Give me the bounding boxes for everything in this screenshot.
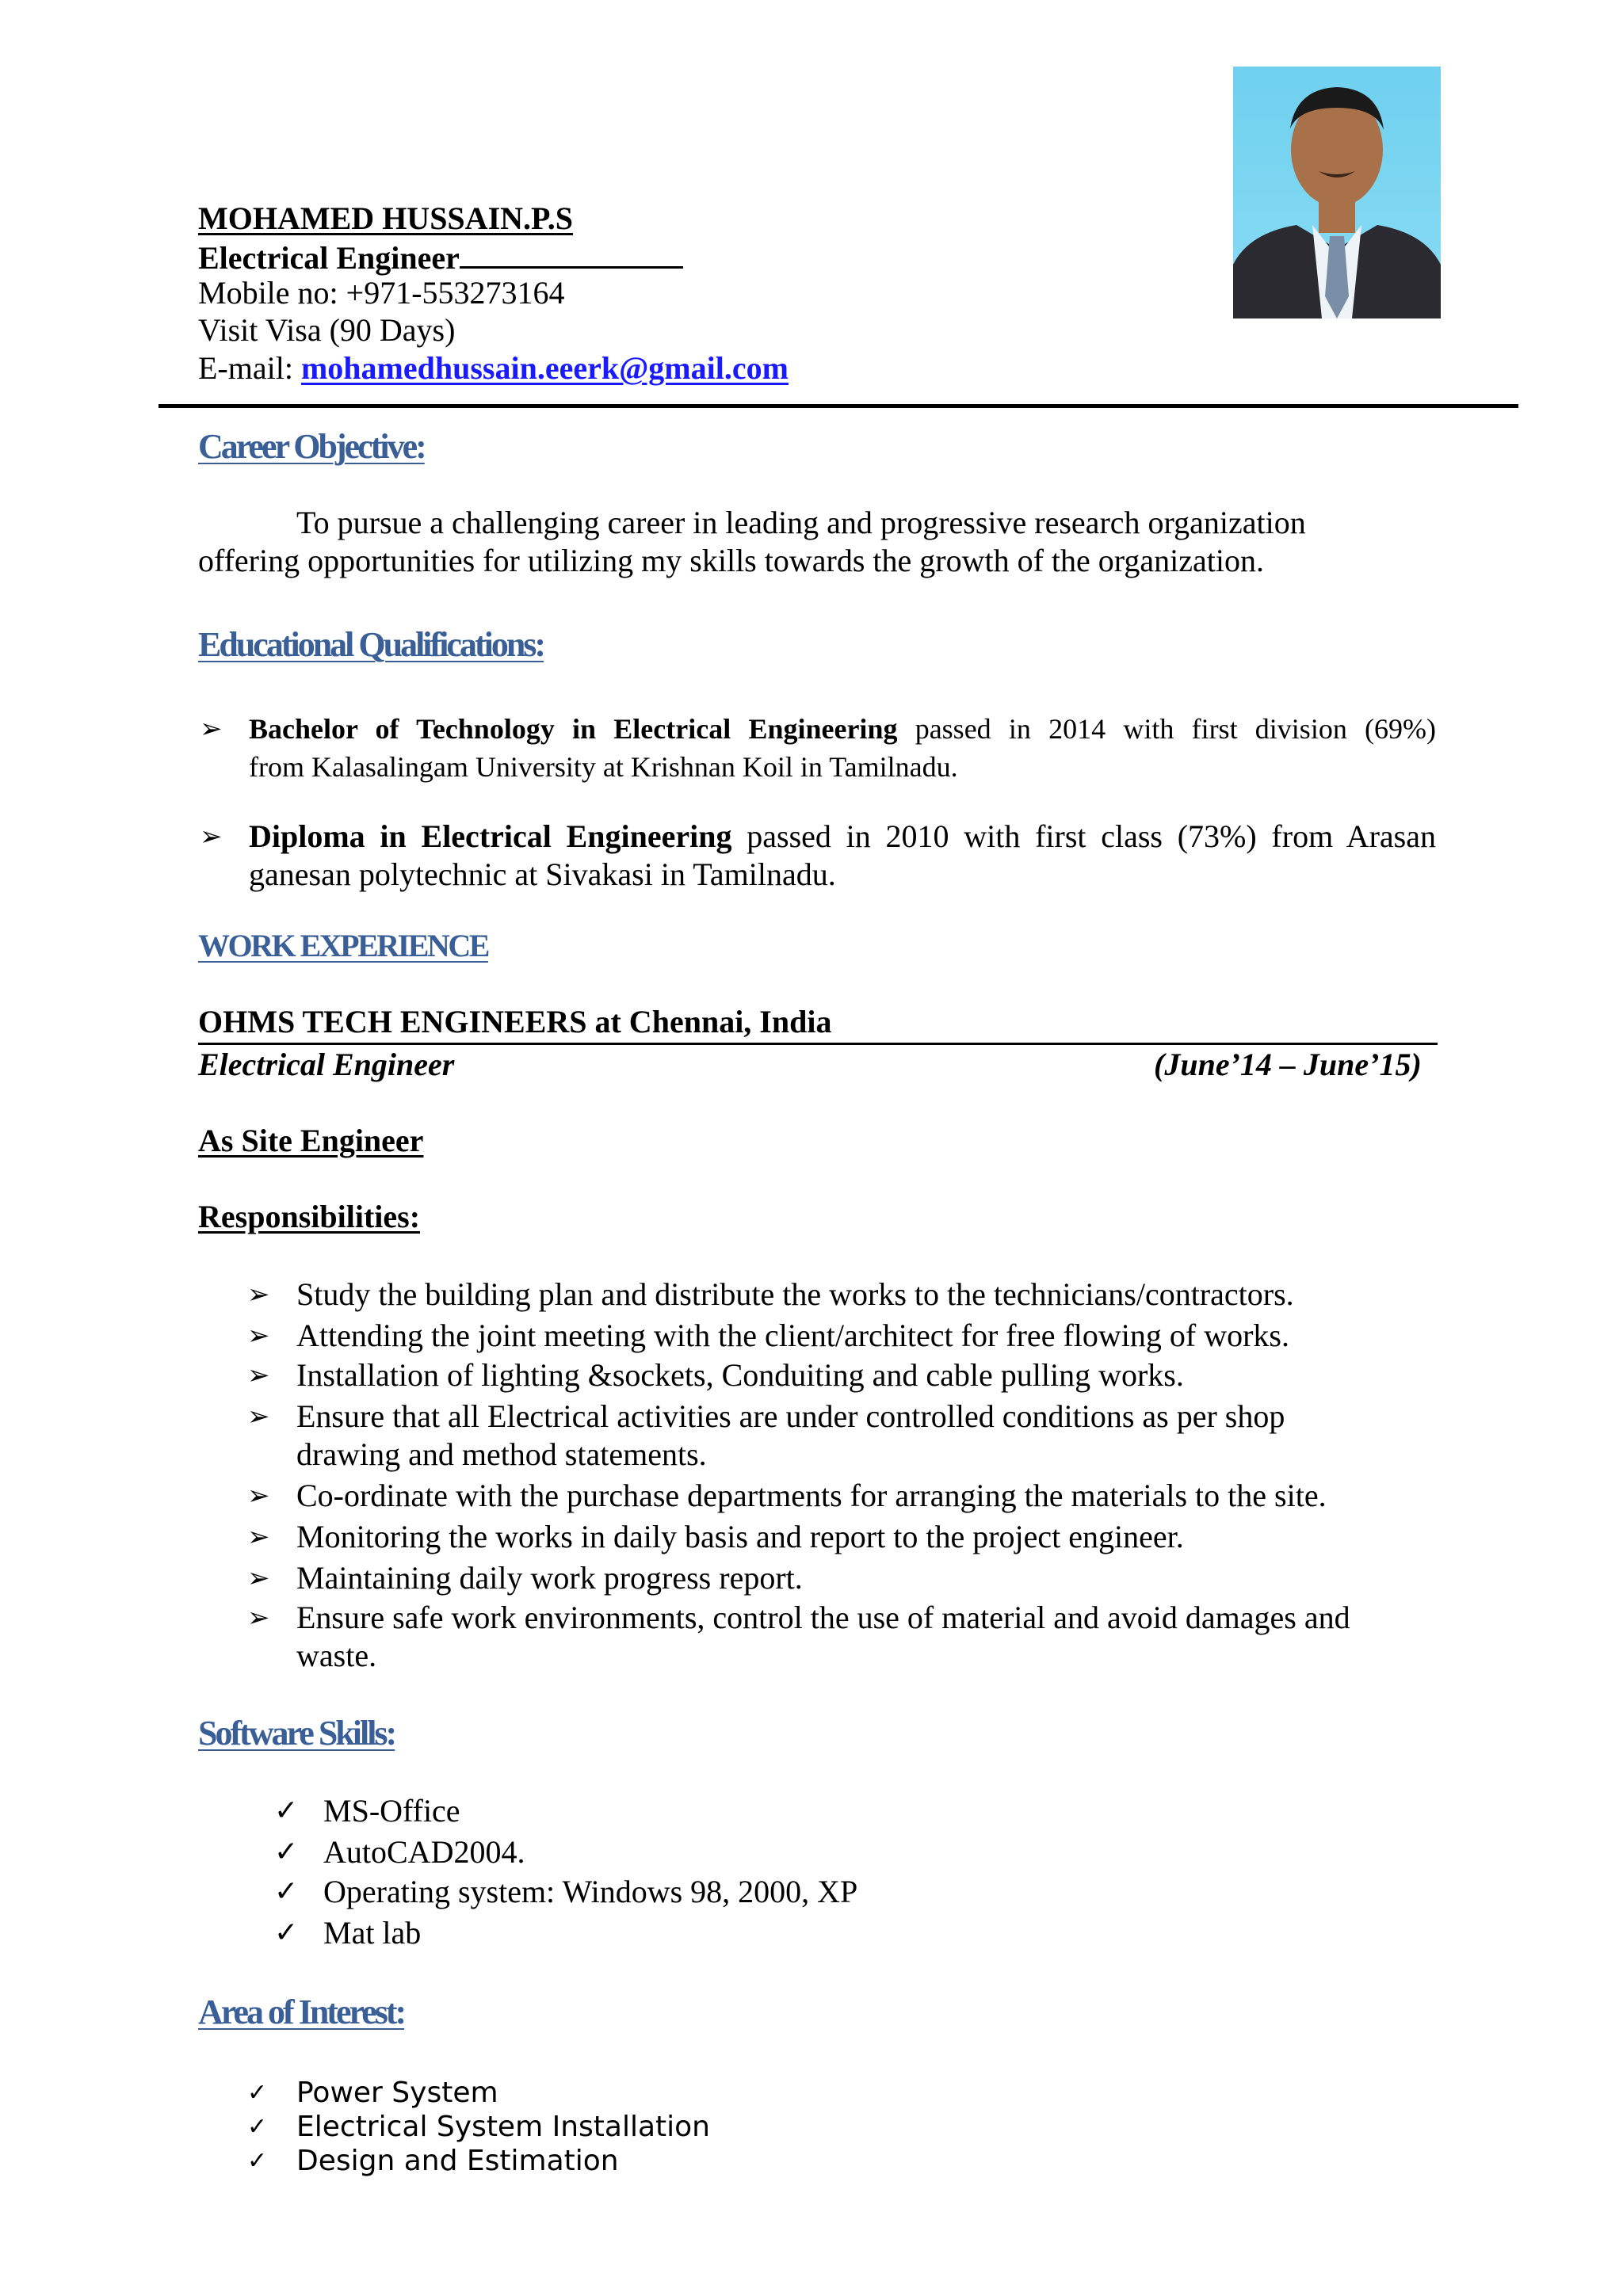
check-bullet-icon: ✓ — [274, 1794, 299, 1827]
check-bullet-icon: ✓ — [247, 2147, 268, 2175]
education-heading: Educational Qualifications: — [198, 625, 544, 664]
email-label: E-mail: — [198, 350, 301, 386]
arrow-bullet-icon: ➢ — [247, 1360, 270, 1391]
responsibilities-label: Responsibilities: — [198, 1199, 421, 1234]
job-period: (June’14 – June’15) — [1154, 1047, 1422, 1082]
company-name: OHMS TECH ENGINEERS at Chennai, India — [198, 1004, 832, 1039]
candidate-name: MOHAMED HUSSAIN.P.S — [198, 200, 574, 236]
education-item-1-line-2: from Kalasalingam University at Krishnan Koil in Tamilnadu. — [249, 751, 958, 783]
education-item-1 — [249, 710, 1436, 786]
career-objective-line-1: To pursue a challenging career in leading and progressive research organization — [296, 505, 1306, 540]
software-skills-heading: Software Skills: — [198, 1714, 395, 1753]
career-objective-line-2: offering opportunities for utilizing my skills towards the growth of the organization. — [198, 543, 1264, 578]
company-divider — [198, 1043, 1438, 1045]
work-experience-heading: WORK EXPERIENCE — [198, 928, 488, 963]
diploma-details: passed in 2010 with first class (73%) from Arasan — [731, 818, 1436, 854]
arrow-bullet-icon: ➢ — [200, 821, 223, 852]
profile-photo — [1233, 67, 1441, 318]
check-bullet-icon: ✓ — [274, 1917, 299, 1949]
check-bullet-icon: ✓ — [247, 2079, 268, 2107]
email-row — [198, 349, 789, 387]
education-item-2-line-2: ganesan polytechnic at Sivakasi in Tamilnadu. — [249, 856, 836, 892]
arrow-bullet-icon: ➢ — [200, 713, 223, 745]
education-item-1-line-1 — [249, 710, 1436, 748]
arrow-bullet-icon: ➢ — [247, 1602, 270, 1634]
check-bullet-icon: ✓ — [247, 2113, 268, 2141]
career-objective-heading: Career Objective: — [198, 427, 425, 466]
diploma-name: Diploma in Electrical Engineering — [249, 818, 732, 854]
candidate-title: Electrical Engineer — [198, 240, 460, 276]
resume-page: MOHAMED HUSSAIN.P.S Electrical Engineer Mobile no: +971-553273164 Visit Visa (90 Days) E-mail: mohamedhussain.eeerk@gmail.com Career Objective: To pursue a challenging career in leading and progressive research organization offering opportunities for utilizing my skills towards the growth of the organization. Educational Qualifications: ➢ Bachelor of Technology in Electrical Engineering passed in 2014 with first division (69%) from Kalasalingam University at Krishnan Koil in Tamilnadu. ➢ Diploma in Electrical Engineering passed in 2010 with first class (73%) from Arasan ganesan polytechnic at Sivakasi in Tamilnadu. WORK EXPERIENCE OHMS TECH ENGINEERS at Chennai, India Electrical Engineer (June’14 – June’15) As Site Engineer Responsibilities: ➢ Study the building plan and distribute the works to the technicians/contractors. ➢ Attending the joint meeting with the client/architect for free flowing of works. ➢ Installation of lighting &sockets, Conduiting and cable pulling works. ➢ Ensure that all Electrical activities are under controlled conditions as per shop drawing and method statements. ➢ Co-ordinate with the purchase departments for arranging the materials to the site. ➢ Monitoring the works in daily basis and report to the project engineer. ➢ Maintaining daily work progress report. ➢ Ensure safe work environments, control the use of material and avoid damages and waste. Software Skills: ✓ MS-Office ✓ AutoCAD2004. ✓ Operating system: Windows 98, 2000, XP ✓ Mat lab Area of Interest: ✓ Power System ✓ Electrical System Installation ✓ Design and Estimation — [0, 0, 1623, 2296]
candidate-title-row — [198, 238, 683, 277]
visa-status: Visit Visa (90 Days) — [198, 312, 456, 348]
check-bullet-icon: ✓ — [274, 1836, 299, 1868]
degree-details: passed in 2014 with first division (69%) — [897, 713, 1437, 745]
arrow-bullet-icon: ➢ — [247, 1320, 270, 1352]
header-divider — [158, 404, 1518, 408]
education-item-2-line-1 — [249, 818, 1436, 856]
mobile-number: Mobile no: +971-553273164 — [198, 275, 565, 311]
job-role: Electrical Engineer — [198, 1047, 455, 1082]
email-link[interactable]: mohamedhussain.eeerk@gmail.com — [300, 350, 789, 386]
area-of-interest-heading: Area of Interest: — [198, 1993, 405, 2031]
degree-name: Bachelor of Technology in Electrical Engineering — [249, 713, 898, 745]
job-position: As Site Engineer — [198, 1123, 424, 1158]
arrow-bullet-icon: ➢ — [247, 1480, 270, 1512]
arrow-bullet-icon: ➢ — [247, 1279, 270, 1310]
person-photo-icon — [1233, 67, 1441, 318]
education-item-2 — [249, 818, 1436, 894]
arrow-bullet-icon: ➢ — [247, 1401, 270, 1432]
arrow-bullet-icon: ➢ — [247, 1562, 270, 1594]
check-bullet-icon: ✓ — [274, 1875, 299, 1908]
arrow-bullet-icon: ➢ — [247, 1521, 270, 1553]
